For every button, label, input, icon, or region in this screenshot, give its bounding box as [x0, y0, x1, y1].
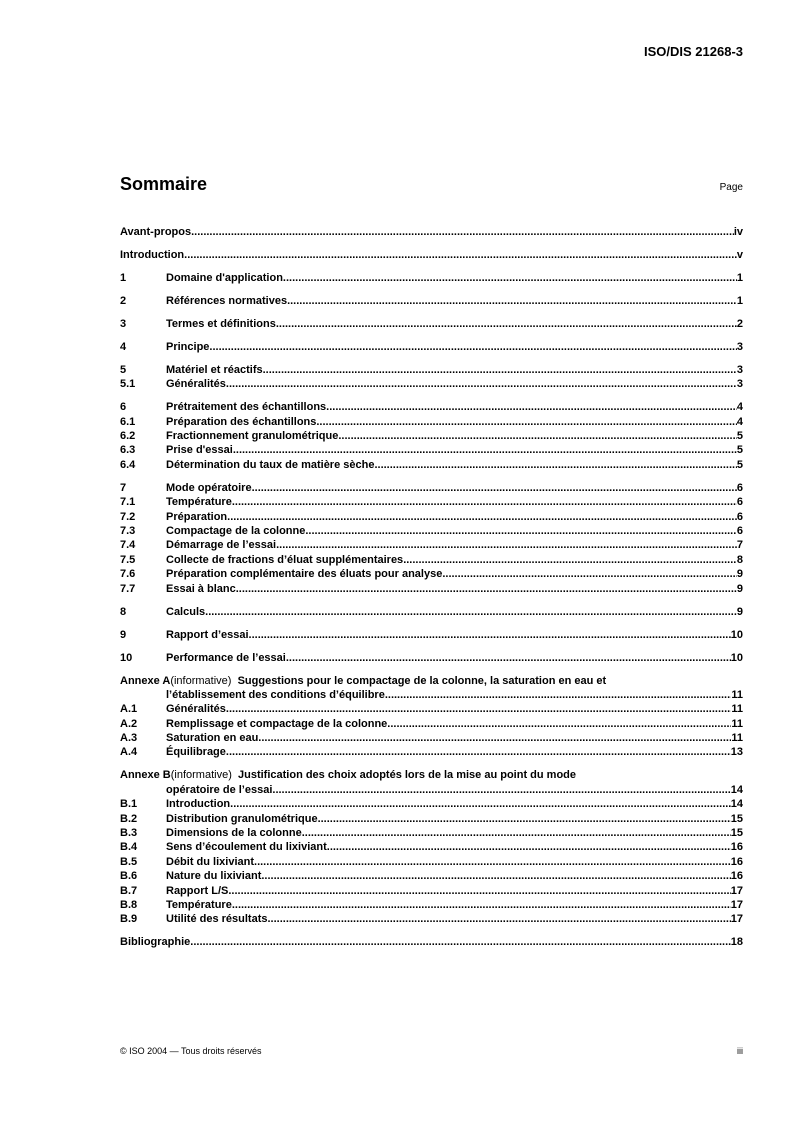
toc-entry-number: B.1	[120, 798, 138, 811]
toc-entry-page: 5	[736, 444, 743, 457]
dot-leader	[302, 826, 731, 840]
toc-entry-page: 17	[730, 913, 743, 926]
toc-entry-page: 17	[730, 898, 743, 911]
toc-entry-title: Collecte de fractions d’éluat supplémentaires	[166, 553, 404, 566]
toc-entry-page: 8	[736, 553, 743, 566]
dot-leader	[226, 702, 731, 716]
dot-leader	[374, 458, 736, 472]
toc-entry-number: B.9	[120, 913, 138, 926]
toc-entry-page: 7	[736, 539, 743, 552]
toc-group	[120, 248, 743, 262]
toc-group	[120, 628, 743, 642]
toc-entry[interactable]	[120, 443, 743, 457]
dot-leader	[228, 884, 730, 898]
toc-entry[interactable]	[120, 840, 743, 854]
toc-entry[interactable]	[120, 567, 743, 581]
toc-entry[interactable]	[120, 495, 743, 509]
toc-entry-title: Fractionnement granulométrique	[166, 430, 339, 443]
dot-leader	[276, 317, 737, 331]
toc-entry[interactable]	[120, 248, 743, 262]
toc-entry[interactable]	[120, 363, 743, 377]
toc-entry-title: Préparation complémentaire des éluats pour analyse	[166, 568, 443, 581]
toc-entry[interactable]	[120, 481, 743, 495]
toc-entry-number: 4	[120, 340, 127, 353]
dot-leader	[442, 567, 737, 581]
toc-entry-title: Introduction	[120, 248, 185, 261]
toc-entry-page: 14	[730, 798, 743, 811]
toc-entry-number: 6.1	[120, 415, 136, 428]
toc-entry-number: 1	[120, 271, 127, 284]
toc-entry-page: 4	[736, 401, 743, 414]
toc-entry-title: Distribution granulométrique	[166, 812, 318, 825]
dot-leader	[261, 869, 730, 883]
toc-entry-page: 6	[736, 481, 743, 494]
toc-entry-title: Température	[166, 898, 232, 911]
toc-entry-number: B.3	[120, 827, 138, 839]
dot-leader	[227, 510, 737, 524]
toc-entry-page: iv	[733, 226, 743, 238]
toc-entry-page: 9	[736, 605, 743, 618]
toc-entry-page: 9	[736, 568, 743, 581]
dot-leader	[263, 363, 737, 377]
toc-entry[interactable]	[120, 869, 743, 883]
toc-entry-title: Débit du lixiviant	[166, 855, 255, 868]
toc-entry-number: 7.2	[120, 510, 136, 523]
toc-entry-title: Matériel et réactifs	[166, 363, 263, 376]
toc-entry[interactable]	[120, 553, 743, 567]
dot-leader	[226, 377, 737, 391]
toc-entry-title: Performance de l’essai	[166, 651, 286, 664]
toc-entry-number: 6.2	[120, 430, 136, 443]
toc-entry[interactable]	[120, 651, 743, 665]
toc-entry[interactable]	[120, 294, 743, 308]
toc-entry-page: 3	[736, 378, 743, 391]
toc-entry-number: A.1	[120, 703, 138, 716]
toc-group	[120, 651, 743, 665]
dot-leader	[258, 731, 731, 745]
toc-entry-title: Compactage de la colonne	[166, 525, 306, 537]
dot-leader	[305, 524, 737, 538]
toc-group	[120, 768, 743, 926]
toc-entry-number: 2	[120, 294, 127, 307]
toc-entry-title: Température	[166, 496, 232, 509]
toc-entry[interactable]	[120, 582, 743, 596]
toc-group	[120, 340, 743, 354]
toc-entry-number: A.2	[120, 717, 138, 730]
toc-entry-title: Domaine d'application	[166, 271, 283, 284]
toc-entry-title: Équilibrage	[166, 746, 226, 759]
toc-entry-page: 3	[736, 363, 743, 376]
toc-entry-title: l’établissement des conditions d’équilibre	[166, 688, 385, 701]
toc-entry-title: Dimensions de la colonne	[166, 827, 302, 839]
toc-entry-title: Remplissage et compactage de la colonne	[166, 717, 388, 730]
toc-entry[interactable]	[120, 340, 743, 354]
toc-entry-page: 15	[730, 827, 743, 839]
toc-entry-page: 16	[730, 841, 743, 854]
dot-leader	[385, 688, 732, 702]
dot-leader	[230, 797, 731, 811]
toc-entry-title: Bibliographie	[120, 936, 191, 949]
toc-entry-number: 7.5	[120, 553, 136, 566]
toc-entry-page: 6	[736, 510, 743, 523]
footer-page-number: iii	[737, 1046, 743, 1056]
toc-entry[interactable]	[120, 717, 743, 731]
toc-entry-number: 5	[120, 363, 127, 376]
toc-entry-title: Prétraitement des échantillons	[166, 401, 327, 414]
toc-group	[120, 225, 743, 239]
toc-group	[120, 935, 743, 949]
annex-title-line1: Suggestions pour le compactage de la colonne, la saturation en eau et	[237, 674, 607, 687]
toc-group	[120, 605, 743, 619]
dot-leader	[191, 225, 734, 239]
toc-entry-title: Principe	[166, 340, 210, 353]
toc-entry[interactable]	[120, 745, 743, 759]
dot-leader	[249, 628, 731, 642]
toc-entry[interactable]	[120, 812, 743, 826]
toc-entry-title: Rapport L/S	[166, 884, 229, 897]
dot-leader	[403, 553, 737, 567]
toc-entry-page: 11	[731, 717, 743, 730]
toc-entry[interactable]	[120, 884, 743, 898]
dot-leader	[233, 443, 737, 457]
toc-entry-title: Calculs	[166, 605, 206, 618]
dot-leader	[205, 605, 737, 619]
toc-entry-page: 1	[736, 271, 743, 284]
toc-entry-number: B.5	[120, 855, 138, 868]
dot-leader	[316, 415, 737, 429]
toc-entry-page: 11	[731, 688, 743, 701]
toc-entry-title: Avant-propos	[120, 226, 192, 238]
toc-entry-number: B.4	[120, 841, 138, 854]
toc-entry[interactable]	[120, 225, 743, 239]
dot-leader	[286, 651, 731, 665]
toc-entry-number: 7.1	[120, 496, 136, 509]
toc-entry[interactable]	[120, 458, 743, 472]
toc-entry-number: 6	[120, 401, 127, 414]
toc-entry[interactable]	[120, 702, 743, 716]
toc-entry-title: Références normatives	[166, 294, 288, 307]
toc-entry-title: Généralités	[166, 703, 226, 716]
dot-leader	[287, 294, 737, 308]
dot-leader	[326, 400, 737, 414]
toc-entry-title: Préparation des échantillons	[166, 415, 317, 428]
toc-entry-title: Rapport d’essai	[166, 628, 249, 641]
toc-entry-number: B.2	[120, 812, 138, 825]
toc-entry-page: 17	[730, 884, 743, 897]
toc-entry[interactable]	[120, 400, 743, 414]
dot-leader	[184, 248, 737, 262]
toc-entry-page: 16	[730, 855, 743, 868]
toc-entry[interactable]	[120, 912, 743, 926]
toc-entry-page: 3	[736, 340, 743, 353]
dot-leader	[226, 745, 731, 759]
toc-entry-page: 15	[730, 812, 743, 825]
toc-group	[120, 674, 743, 760]
toc-entry-page: 11	[731, 703, 743, 716]
dot-leader	[338, 429, 737, 443]
dot-leader	[252, 481, 737, 495]
toc-entry-number: B.7	[120, 884, 138, 897]
toc-entry-number: 7	[120, 481, 127, 494]
toc-entry-page: 5	[736, 458, 743, 471]
toc-entry-number: 7.4	[120, 539, 136, 552]
toc-entry[interactable]	[120, 510, 743, 524]
toc-entry-title: Nature du lixiviant	[166, 870, 262, 883]
dot-leader	[283, 271, 737, 285]
toc-entry-page: 9	[736, 582, 743, 595]
toc-group	[120, 317, 743, 331]
annex-label: Annexe B	[120, 769, 171, 782]
toc-entry-page: 5	[736, 430, 743, 443]
page-title: Sommaire	[120, 174, 208, 194]
toc-entry-page: 1	[736, 294, 743, 307]
toc-entry-title: Préparation	[166, 510, 228, 523]
toc-entry-number: 5.1	[120, 378, 136, 391]
toc-entry-page: 10	[730, 651, 743, 664]
annex-note: (informative)	[170, 769, 232, 782]
toc-entry-page: 18	[730, 936, 743, 949]
toc-entry[interactable]	[120, 377, 743, 391]
toc-entry-page: 16	[730, 870, 743, 883]
dot-leader	[267, 912, 730, 926]
dot-leader	[232, 495, 737, 509]
toc-entry[interactable]	[120, 429, 743, 443]
toc-entry[interactable]	[120, 538, 743, 552]
toc-entry-page: 6	[736, 525, 743, 537]
dot-leader	[209, 340, 736, 354]
toc-entry[interactable]	[120, 271, 743, 285]
toc-entry-title: Mode opératoire	[166, 481, 252, 494]
toc-entry-title: opératoire de l’essai	[166, 783, 273, 796]
toc-entry[interactable]	[120, 605, 743, 619]
toc-entry-title: Généralités	[166, 378, 226, 391]
toc-entry-title: Utilité des résultats	[166, 913, 268, 926]
toc-entry-title: Démarrage de l’essai	[166, 539, 277, 552]
toc-entry-number: B.6	[120, 870, 138, 883]
toc-entry-number: A.4	[120, 746, 138, 759]
toc-entry-page: 10	[730, 628, 743, 641]
toc-entry[interactable]	[120, 898, 743, 912]
dot-leader	[254, 855, 731, 869]
dot-leader	[236, 582, 737, 596]
table-of-contents	[120, 225, 743, 958]
toc-entry-number: B.8	[120, 898, 138, 911]
annex-note: (informative)	[170, 674, 232, 687]
toc-entry-page: 11	[731, 732, 743, 745]
toc-entry-title: Saturation en eau	[166, 732, 259, 745]
dot-leader	[318, 812, 731, 826]
toc-entry[interactable]	[120, 524, 743, 538]
dot-leader	[327, 840, 731, 854]
document-id: ISO/DIS 21268-3	[644, 44, 743, 59]
toc-entry-title: Prise d'essai	[166, 444, 233, 457]
toc-entry-number: 8	[120, 605, 127, 618]
page-column-label: Page	[719, 182, 743, 193]
toc-entry[interactable]	[120, 783, 743, 797]
toc-entry[interactable]	[120, 317, 743, 331]
toc-entry-number: 6.4	[120, 458, 136, 471]
dot-leader	[387, 717, 731, 731]
toc-entry[interactable]	[120, 415, 743, 429]
toc-entry-page: 2	[736, 317, 743, 330]
toc-entry-page: 6	[736, 496, 743, 509]
annex-title-line1: Justification des choix adoptés lors de la mise au point du mode	[238, 769, 577, 782]
dot-leader	[276, 538, 737, 552]
toc-entry-title: Termes et définitions	[166, 317, 276, 330]
toc-entry-number: A.3	[120, 732, 138, 745]
toc-entry-number: 6.3	[120, 444, 136, 457]
toc-entry[interactable]	[120, 688, 743, 702]
toc-entry-page: 13	[730, 746, 743, 759]
toc-entry[interactable]	[120, 935, 743, 949]
footer-copyright: © ISO 2004 — Tous droits réservés	[120, 1046, 262, 1056]
dot-leader	[272, 783, 730, 797]
toc-entry[interactable]	[120, 628, 743, 642]
toc-group	[120, 271, 743, 285]
toc-entry-title: Détermination du taux de matière sèche	[166, 458, 375, 471]
toc-entry[interactable]	[120, 797, 743, 811]
toc-entry-page: 4	[736, 415, 743, 428]
toc-entry-number: 7.6	[120, 568, 136, 581]
dot-leader	[190, 935, 730, 949]
toc-entry-title: Sens d’écoulement du lixiviant	[166, 841, 327, 854]
toc-entry-number: 9	[120, 628, 127, 641]
toc-entry-page: v	[736, 248, 743, 261]
toc-annex-heading[interactable]	[120, 768, 743, 782]
toc-group	[120, 400, 743, 472]
toc-entry-number: 3	[120, 317, 127, 330]
toc-group	[120, 481, 743, 596]
toc-entry-title: Introduction	[166, 798, 231, 811]
toc-group	[120, 294, 743, 308]
toc-entry[interactable]	[120, 826, 743, 840]
toc-group	[120, 363, 743, 392]
toc-entry-title: Essai à blanc	[166, 582, 236, 595]
dot-leader	[232, 898, 731, 912]
toc-entry[interactable]	[120, 731, 743, 745]
toc-entry-number: 7.3	[120, 525, 136, 537]
toc-entry-page: 14	[730, 783, 743, 796]
annex-label: Annexe A	[120, 674, 171, 687]
toc-entry-number: 10	[120, 651, 133, 664]
toc-annex-heading[interactable]	[120, 674, 743, 688]
toc-entry-number: 7.7	[120, 582, 136, 595]
toc-entry[interactable]	[120, 855, 743, 869]
